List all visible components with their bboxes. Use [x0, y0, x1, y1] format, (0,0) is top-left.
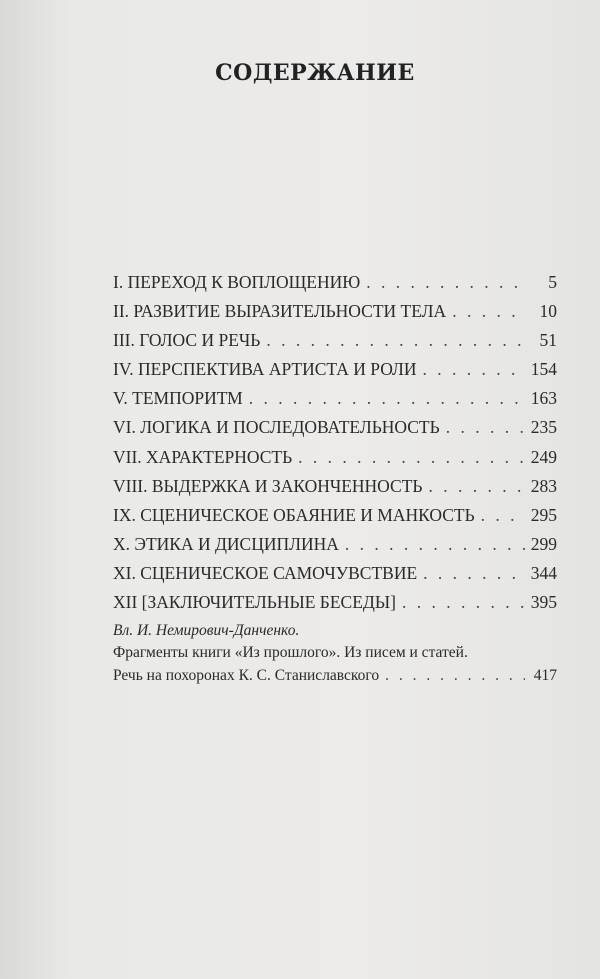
toc-entry-label: XI. СЦЕНИЧЕСКОЕ САМОЧУВСТВИЕ	[113, 562, 418, 583]
toc-page-number: 344	[530, 562, 557, 583]
table-of-contents	[113, 272, 557, 621]
toc-entry[interactable]	[113, 505, 557, 534]
toc-entry-label: I. ПЕРЕХОД К ВОПЛОЩЕНИЮ	[113, 272, 361, 292]
appendix-line-2[interactable]	[113, 667, 557, 690]
toc-page-number: 10	[539, 301, 557, 322]
toc-page-number: 299	[530, 533, 557, 554]
toc-entry-label: V. ТЕМПОРИТМ	[113, 388, 243, 409]
toc-page-number: 235	[530, 417, 557, 438]
toc-entry-label: X. ЭТИКА И ДИСЦИПЛИНА	[113, 533, 339, 554]
toc-entry[interactable]	[113, 388, 557, 417]
toc-entry[interactable]	[113, 272, 557, 301]
toc-entry-label: VIII. ВЫДЕРЖКА И ЗАКОНЧЕННОСТЬ	[113, 475, 423, 496]
leader-dots	[481, 505, 525, 526]
toc-entry-label: IV. ПЕРСПЕКТИВА АРТИСТА И РОЛИ	[113, 359, 417, 380]
toc-page-number: 5	[548, 272, 557, 292]
leader-dots	[423, 563, 525, 584]
toc-entry-label: VI. ЛОГИКА И ПОСЛЕДОВАТЕЛЬНОСТЬ	[113, 417, 440, 438]
leader-dots	[446, 417, 525, 438]
toc-entry-label: XII [ЗАКЛЮЧИТЕЛЬНЫЕ БЕСЕДЫ]	[113, 592, 396, 613]
toc-entry[interactable]	[113, 330, 557, 359]
leader-dots	[366, 272, 525, 293]
toc-page-number: 283	[530, 475, 557, 496]
toc-entry[interactable]	[113, 563, 557, 592]
leader-dots	[298, 447, 525, 468]
toc-page-number: 295	[530, 504, 557, 525]
leader-dots	[266, 330, 525, 351]
toc-entry[interactable]	[113, 592, 557, 621]
toc-page-number: 154	[530, 359, 557, 380]
leader-dots	[428, 476, 524, 497]
appendix-entry	[113, 622, 557, 690]
toc-entry[interactable]	[113, 447, 557, 476]
toc-entry[interactable]	[113, 417, 557, 446]
toc-page-number: 163	[530, 388, 557, 409]
appendix-page-number: 417	[533, 667, 557, 684]
leader-dots	[345, 534, 525, 555]
toc-entry-label: VII. ХАРАКТЕРНОСТЬ	[113, 446, 293, 467]
toc-entry-label: IX. СЦЕНИЧЕСКОЕ ОБАЯНИЕ И МАНКОСТЬ	[113, 504, 475, 525]
leader-dots	[402, 592, 525, 613]
appendix-author: Вл. И. Немирович-Данченко.	[113, 622, 300, 639]
toc-entry-label: II. РАЗВИТИЕ ВЫРАЗИТЕЛЬНОСТИ ТЕЛА	[113, 301, 447, 322]
toc-entry[interactable]	[113, 359, 557, 388]
toc-page-number: 249	[530, 446, 557, 467]
appendix-line-2-label: Речь на похоронах К. С. Станиславского	[113, 667, 380, 684]
toc-entry[interactable]	[113, 534, 557, 563]
toc-entry-label: III. ГОЛОС И РЕЧЬ	[113, 330, 261, 351]
leader-dots	[452, 301, 525, 322]
leader-dots	[422, 359, 524, 380]
leader-dots	[249, 388, 525, 409]
toc-entry[interactable]	[113, 301, 557, 330]
toc-page-number: 395	[530, 592, 557, 613]
leader-dots	[385, 667, 525, 685]
toc-page-number: 51	[539, 330, 557, 351]
toc-entry[interactable]	[113, 476, 557, 505]
page-title: СОДЕРЖАНИЕ	[215, 60, 415, 86]
appendix-line-1: Фрагменты книги «Из прошлого». Из писем и статей.	[113, 644, 468, 661]
